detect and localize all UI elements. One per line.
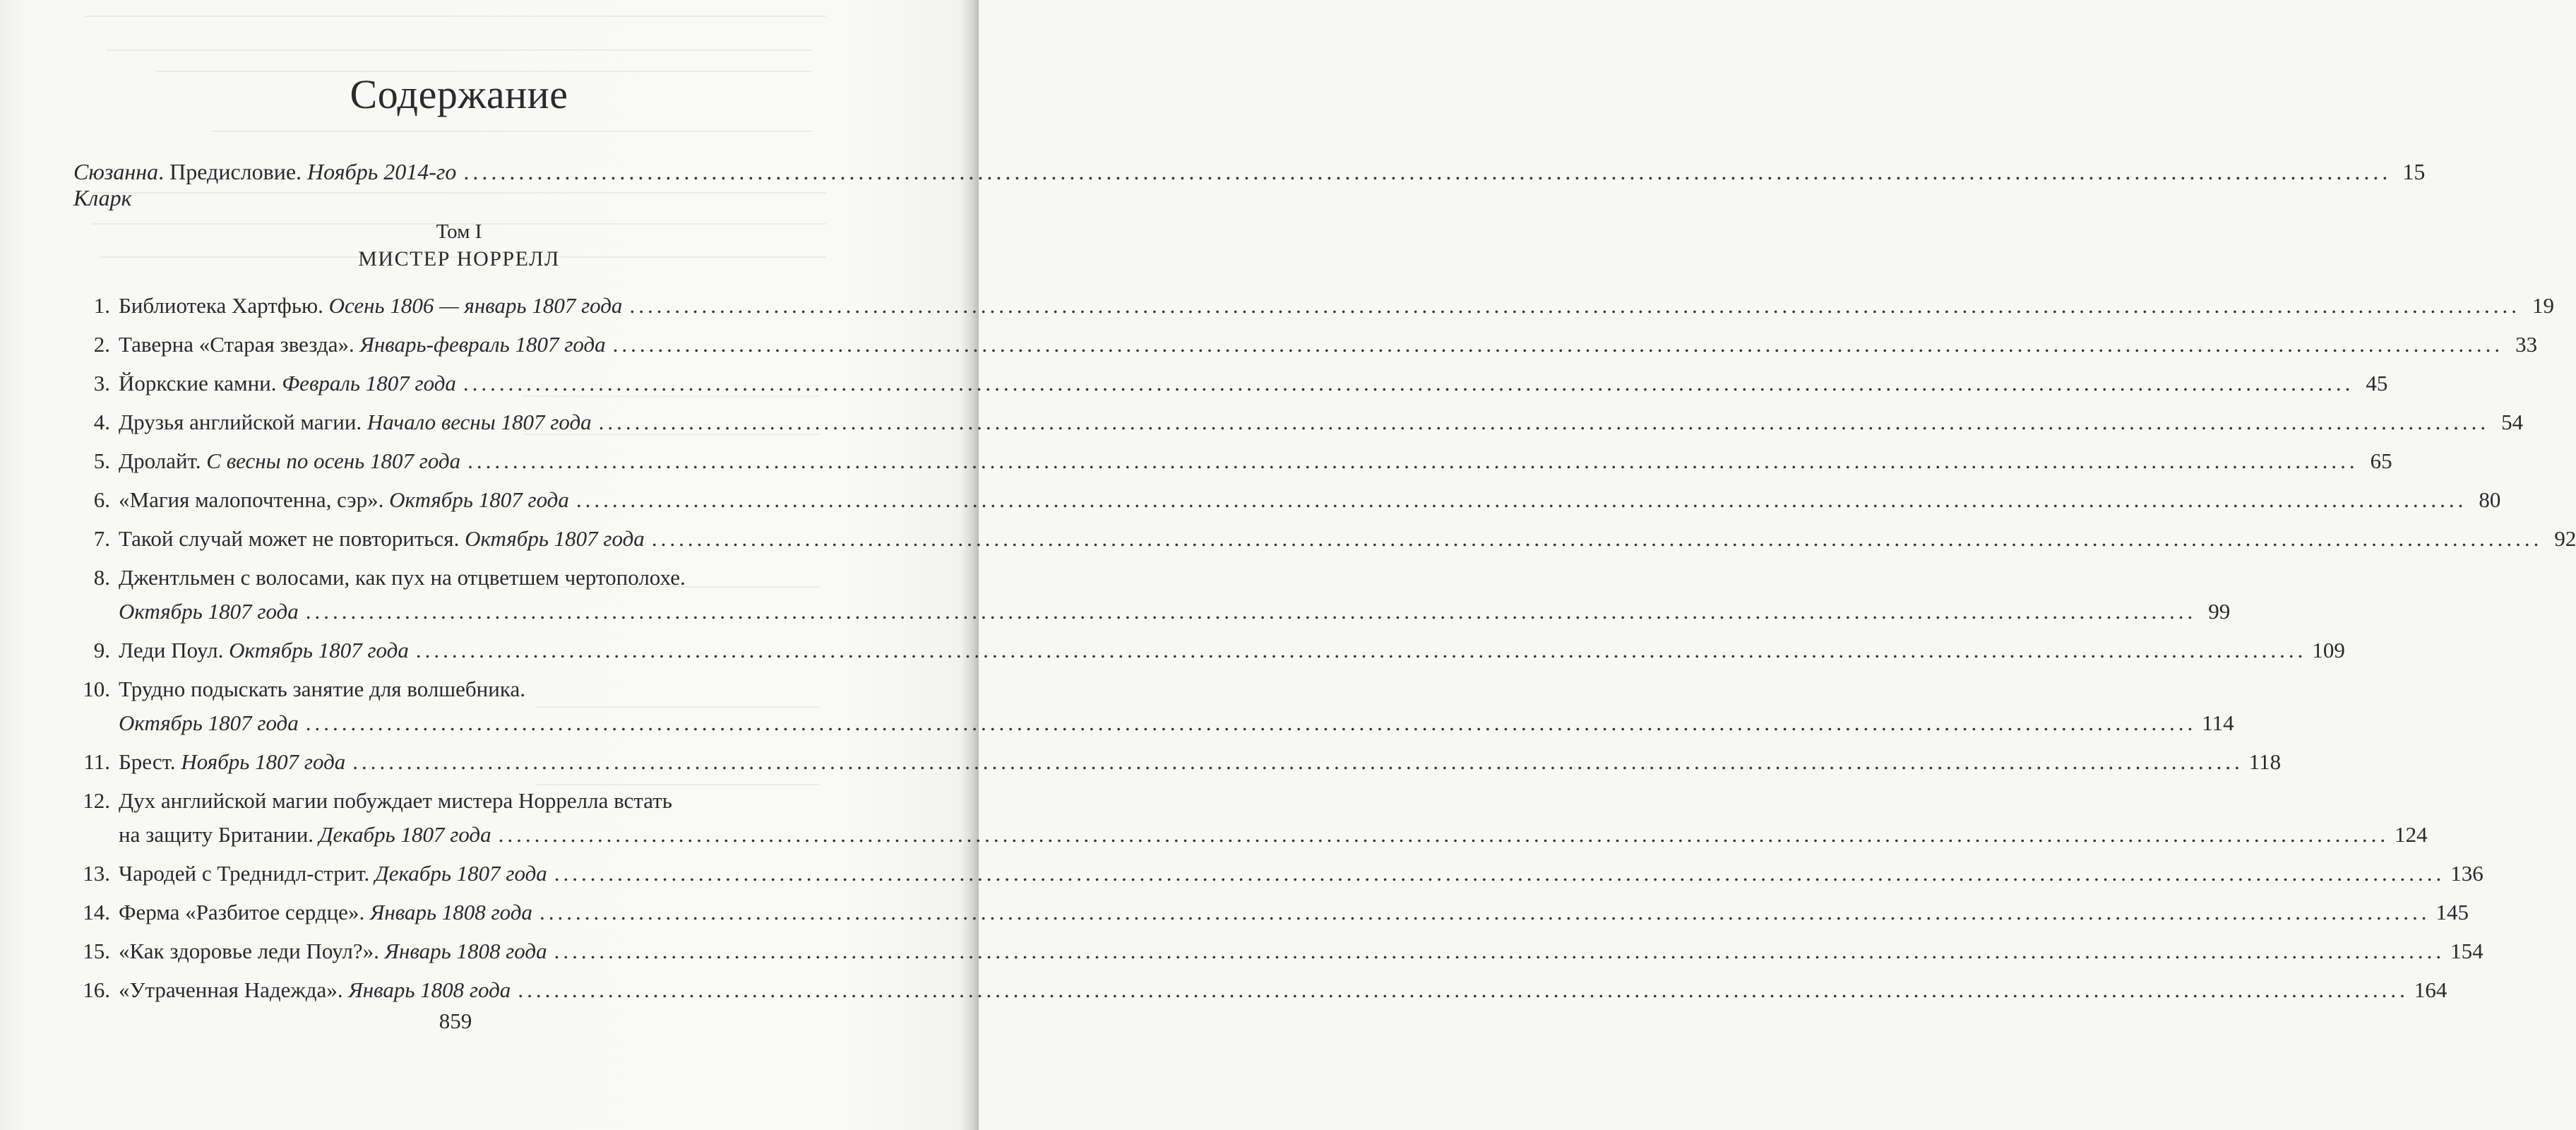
chapter-date: Начало весны 1807 года (366, 410, 592, 434)
chapter-number: 9. (93, 638, 110, 662)
chapter-title: Друзья английской магии. (119, 410, 362, 434)
chapter-number: 4. (93, 410, 110, 434)
chapter-date: Октябрь 1807 года (229, 638, 409, 662)
dot-leader: .................................................................................................................................................................................................................. (463, 159, 2392, 184)
dot-leader: .................................................................................................................................................................................................................. (467, 448, 2359, 473)
dot-leader: .................................................................................................................................................................................................................. (651, 526, 2543, 551)
chapter-number: 12. (83, 788, 110, 813)
preface-author: Сюзанна Кларк (73, 159, 159, 210)
dot-leader: .................................................................................................................................................................................................................. (305, 710, 2197, 735)
dot-leader: .................................................................................................................................................................................................................. (305, 599, 2197, 624)
chapter-title-continued: на защиту Британии. (119, 822, 314, 847)
chapter-title: Леди Поул. (119, 638, 224, 662)
preface-entry[interactable] (73, 159, 2426, 211)
toc-entry[interactable] (68, 631, 2345, 670)
preface-separator: . (296, 159, 308, 184)
toc-entry[interactable] (68, 932, 2483, 970)
chapter-date: Февраль 1807 года (282, 371, 456, 396)
chapter-page-number: 65 (2370, 448, 2392, 473)
toc-entry[interactable] (68, 854, 2483, 893)
chapter-date: Ноябрь 1807 года (181, 749, 346, 774)
chapter-number: 5. (93, 448, 110, 473)
chapter-title: Дролайт. (119, 448, 201, 473)
dot-leader: .................................................................................................................................................................................................................. (518, 977, 2409, 1002)
chapter-date: Январь 1808 года (384, 939, 547, 963)
dot-leader: .................................................................................................................................................................................................................. (612, 332, 2504, 357)
dot-leader: .................................................................................................................................................................................................................. (629, 293, 2520, 318)
toc-entry[interactable] (68, 480, 2501, 519)
preface-label: Предисловие (169, 159, 297, 184)
toc-entry[interactable] (68, 970, 2447, 1009)
chapter-number: 13. (83, 861, 110, 886)
chapter-title: Йоркские камни. (119, 371, 277, 396)
toc-entry[interactable] (68, 286, 2554, 325)
chapter-page-number: 136 (2450, 861, 2483, 886)
chapter-number: 7. (93, 526, 110, 551)
chapter-page-number: 118 (2248, 749, 2282, 774)
chapter-number: 10. (83, 677, 110, 701)
chapter-number: 2. (93, 332, 110, 357)
dot-leader: .................................................................................................................................................................................................................. (598, 410, 2490, 434)
toc-entry[interactable] (68, 441, 2392, 480)
toc-entry[interactable] (68, 364, 2388, 403)
chapter-title: «Магия малопочтенна, сэр». (119, 487, 384, 512)
dot-leader: .................................................................................................................................................................................................................. (352, 749, 2243, 774)
chapter-title: Чародей с Треднидл-стрит. (119, 861, 370, 886)
chapter-date: Январь-февраль 1807 года (359, 332, 606, 357)
chapter-title: Трудно подыскать занятие для волшебника. (119, 677, 525, 701)
chapter-title: «Как здоровье леди Поул?». (119, 939, 379, 963)
table-of-contents (68, 286, 2576, 1009)
page-folio: 859 (439, 1009, 472, 1033)
dot-leader: .................................................................................................................................................................................................................. (576, 487, 2467, 512)
chapter-date: Октябрь 1807 года (119, 599, 299, 624)
page-title: Содержание (350, 71, 568, 117)
chapter-page-number: 19 (2532, 293, 2554, 318)
chapter-title: Такой случай может не повториться. (119, 526, 460, 551)
dot-leader: .................................................................................................................................................................................................................. (539, 900, 2431, 924)
chapter-number: 16. (83, 977, 110, 1002)
chapter-page-number: 99 (2208, 599, 2231, 624)
chapter-title: Джентльмен с волосами, как пух на отцветшем чертополохе. (119, 565, 686, 590)
chapter-number: 1. (93, 293, 110, 318)
dot-leader: .................................................................................................................................................................................................................. (415, 638, 2307, 662)
dot-leader: .................................................................................................................................................................................................................. (554, 861, 2445, 886)
chapter-number: 11. (83, 749, 110, 774)
chapter-date: Январь 1808 года (369, 900, 532, 924)
chapter-page-number: 45 (2366, 371, 2388, 396)
volume-title: МИСТЕР НОРРЕЛЛ (358, 247, 560, 270)
chapter-page-number: 124 (2395, 822, 2428, 847)
chapter-date: Декабрь 1807 года (375, 861, 547, 886)
chapter-title: «Утраченная Надежда». (119, 977, 343, 1002)
chapter-date: Осень 1806 — январь 1807 года (328, 293, 623, 318)
toc-entry[interactable] (68, 558, 2231, 631)
dot-leader: .................................................................................................................................................................................................................. (498, 822, 2390, 847)
toc-entry[interactable] (68, 403, 2524, 441)
chapter-date: Октябрь 1807 года (465, 526, 645, 551)
toc-entry[interactable] (68, 519, 2576, 558)
dot-leader: .................................................................................................................................................................................................................. (554, 939, 2445, 963)
chapter-number: 15. (83, 939, 110, 963)
chapter-number: 8. (93, 565, 110, 590)
chapter-date: Октябрь 1807 года (119, 710, 299, 735)
chapter-page-number: 164 (2414, 977, 2447, 1002)
toc-entry[interactable] (68, 893, 2469, 932)
toc-entry[interactable] (68, 781, 2428, 854)
chapter-title: Библиотека Хартфью. (119, 293, 323, 318)
chapter-date: Январь 1808 года (348, 977, 511, 1002)
chapter-title: Ферма «Разбитое сердце». (119, 900, 365, 924)
preface-date: Ноябрь 2014-го (307, 159, 457, 184)
chapter-title: Дух английской магии побуждает мистера Норрелла встать (119, 788, 672, 813)
chapter-page-number: 145 (2435, 900, 2469, 924)
toc-entry[interactable] (68, 742, 2282, 781)
chapter-page-number: 54 (2501, 410, 2524, 434)
chapter-date: Октябрь 1807 года (389, 487, 569, 512)
volume-number: Том I (436, 220, 482, 243)
preface-page-number: 15 (2402, 159, 2426, 184)
toc-entry[interactable] (68, 670, 2234, 742)
chapter-title: Брест. (119, 749, 176, 774)
chapter-date: С весны по осень 1807 года (206, 448, 461, 473)
chapter-page-number: 114 (2202, 710, 2234, 735)
chapter-number: 3. (93, 371, 110, 396)
preface-separator: . (158, 159, 170, 184)
chapter-page-number: 33 (2515, 332, 2538, 357)
toc-entry[interactable] (68, 325, 2538, 364)
chapter-number: 14. (83, 900, 110, 924)
chapter-page-number: 80 (2479, 487, 2501, 512)
chapter-date: Декабрь 1807 года (318, 822, 491, 847)
chapter-page-number: 92 (2554, 526, 2576, 551)
chapter-page-number: 154 (2450, 939, 2483, 963)
chapter-number: 6. (93, 487, 110, 512)
chapter-page-number: 109 (2312, 638, 2345, 662)
dot-leader: .................................................................................................................................................................................................................. (463, 371, 2354, 396)
chapter-title: Таверна «Старая звезда». (119, 332, 354, 357)
